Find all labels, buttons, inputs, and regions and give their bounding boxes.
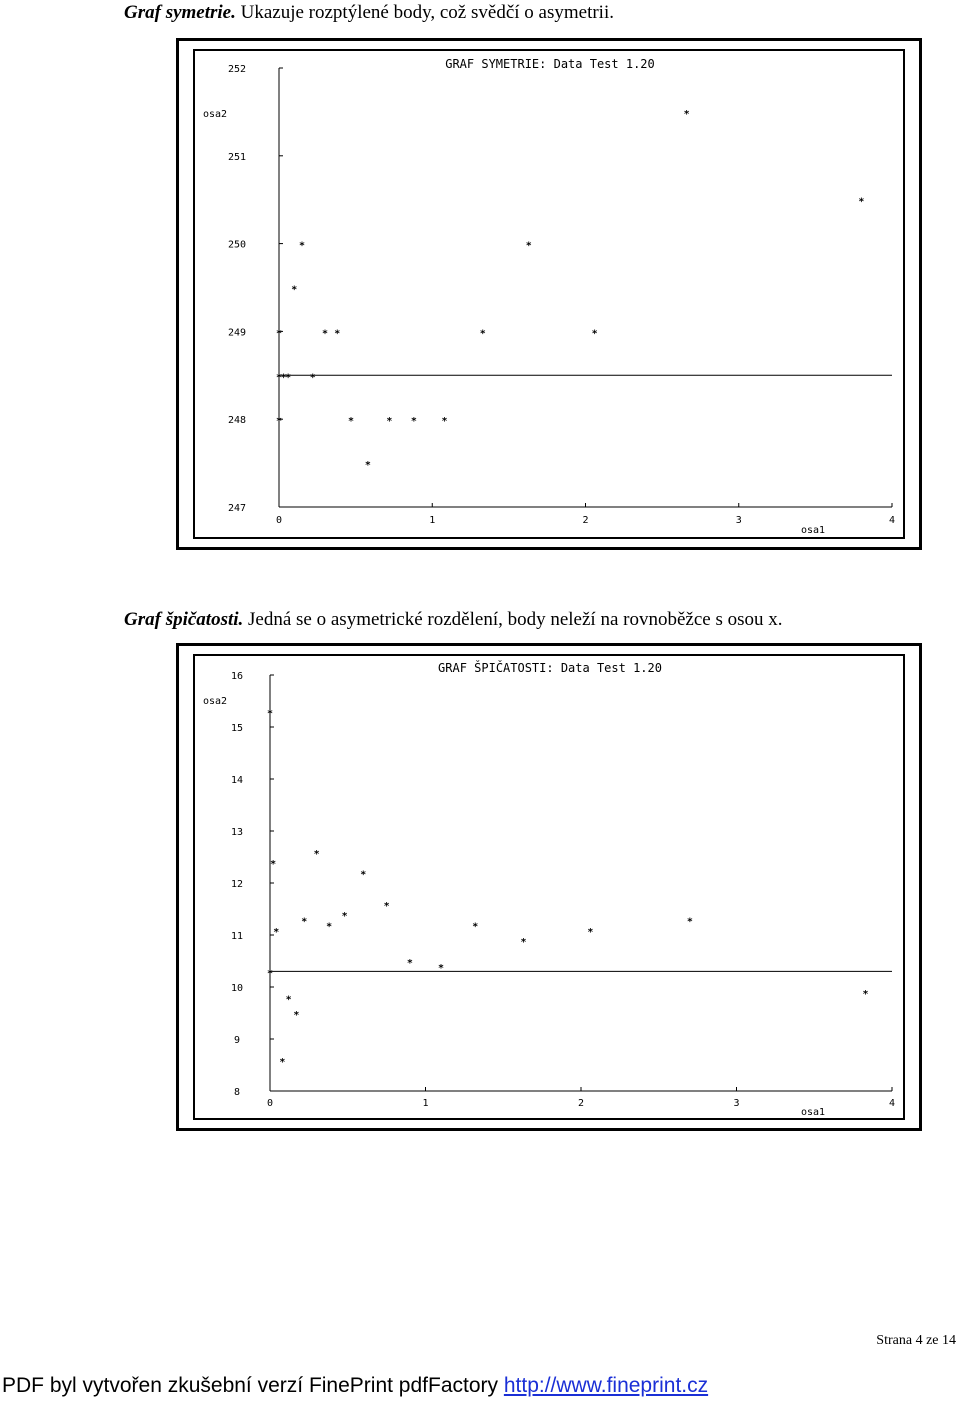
caption-symmetry-lead: Graf symetrie. bbox=[124, 2, 236, 23]
data-point: * bbox=[438, 963, 445, 975]
data-point: * bbox=[341, 911, 348, 923]
chart-title: GRAF ŠPIČATOSTI: Data Test 1.20 bbox=[438, 661, 662, 675]
data-point: * bbox=[348, 416, 355, 428]
y-tick-label: 8 bbox=[233, 1087, 241, 1098]
y-tick-label: 252 bbox=[227, 64, 247, 75]
data-point: * bbox=[326, 921, 333, 933]
data-point: * bbox=[291, 284, 298, 296]
data-point: * bbox=[270, 859, 277, 871]
x-tick-label: 3 bbox=[733, 1098, 740, 1109]
caption-kurtosis bbox=[124, 609, 782, 631]
x-axis-label: osa1 bbox=[800, 1107, 826, 1118]
data-point: * bbox=[266, 968, 274, 980]
y-axis-label: osa2 bbox=[202, 696, 228, 707]
data-point: * bbox=[273, 926, 280, 938]
kurtosis-chart-frame bbox=[176, 643, 922, 1131]
data-point: * bbox=[591, 328, 598, 340]
data-point: * bbox=[360, 869, 367, 881]
data-point: * bbox=[406, 958, 413, 969]
y-axis-label: osa2 bbox=[202, 109, 228, 120]
caption-kurtosis-lead: Graf špičatosti. bbox=[124, 609, 244, 630]
data-point: * bbox=[279, 1056, 286, 1068]
data-point: * bbox=[309, 372, 316, 384]
y-tick-label: 247 bbox=[227, 503, 247, 514]
data-point: * bbox=[275, 416, 283, 428]
data-point: * bbox=[293, 1010, 300, 1021]
x-tick-label: 0 bbox=[266, 1098, 274, 1109]
y-tick-label: 10 bbox=[230, 983, 244, 994]
data-point: * bbox=[686, 916, 693, 928]
symmetry-chart bbox=[179, 41, 919, 547]
data-point: * bbox=[862, 989, 869, 1001]
data-point: * bbox=[858, 196, 865, 208]
data-point: * bbox=[266, 708, 274, 720]
x-tick-label: 1 bbox=[422, 1098, 429, 1109]
data-point: * bbox=[334, 328, 341, 340]
y-tick-label: 11 bbox=[230, 931, 244, 942]
data-point: * bbox=[364, 460, 371, 472]
y-tick-label: 16 bbox=[230, 671, 244, 682]
caption-symmetry bbox=[124, 2, 614, 24]
page-number: Strana 4 ze 14 bbox=[876, 1333, 956, 1348]
y-tick-label: 15 bbox=[230, 723, 244, 734]
x-tick-label: 2 bbox=[577, 1098, 585, 1109]
x-tick-label: 0 bbox=[275, 515, 283, 526]
footer-link[interactable]: http://www.fineprint.cz bbox=[503, 1374, 709, 1397]
data-point: * bbox=[321, 328, 328, 340]
data-point: * bbox=[410, 416, 417, 428]
footer-text: PDF byl vytvořen zkušební verzí FinePrint pdfFactory bbox=[2, 1374, 504, 1397]
x-tick-label: 2 bbox=[582, 515, 589, 526]
data-point: * bbox=[275, 372, 283, 384]
data-point: * bbox=[587, 926, 594, 938]
x-tick-label: 1 bbox=[429, 515, 436, 526]
data-point: * bbox=[313, 848, 320, 860]
y-tick-label: 251 bbox=[227, 151, 247, 163]
x-tick-label: 4 bbox=[888, 1098, 896, 1109]
data-point: * bbox=[472, 921, 479, 933]
data-point: * bbox=[285, 372, 292, 384]
y-tick-label: 12 bbox=[230, 879, 244, 890]
data-point: * bbox=[275, 328, 283, 340]
x-axis-label: osa1 bbox=[800, 525, 826, 536]
y-tick-label: 249 bbox=[227, 327, 247, 339]
data-point: * bbox=[479, 328, 486, 340]
data-point: * bbox=[285, 994, 292, 1006]
y-tick-label: 248 bbox=[227, 415, 247, 427]
y-tick-label: 13 bbox=[230, 827, 244, 838]
data-point: * bbox=[520, 937, 527, 949]
chart-title: GRAF SYMETRIE: Data Test 1.20 bbox=[445, 57, 655, 71]
y-tick-label: 250 bbox=[227, 239, 247, 251]
data-point: * bbox=[301, 916, 308, 928]
caption-symmetry-text: Ukazuje rozptýlené body, což svědčí o asymetrii. bbox=[235, 2, 614, 23]
data-point: * bbox=[280, 372, 287, 384]
footer bbox=[2, 1374, 708, 1398]
x-tick-label: 4 bbox=[888, 515, 896, 526]
kurtosis-chart bbox=[179, 646, 919, 1128]
data-point: * bbox=[386, 416, 393, 428]
data-point: * bbox=[683, 108, 690, 120]
data-point: * bbox=[525, 240, 532, 252]
x-tick-label: 3 bbox=[735, 515, 742, 526]
symmetry-chart-frame bbox=[176, 38, 922, 550]
y-tick-label: 14 bbox=[230, 775, 244, 786]
caption-kurtosis-text: Jedná se o asymetrické rozdělení, body neleží na rovnoběžce s osou x. bbox=[243, 609, 783, 630]
data-point: * bbox=[383, 900, 390, 912]
data-point: * bbox=[441, 416, 448, 428]
y-tick-label: 9 bbox=[233, 1035, 241, 1046]
data-point: * bbox=[298, 240, 306, 252]
